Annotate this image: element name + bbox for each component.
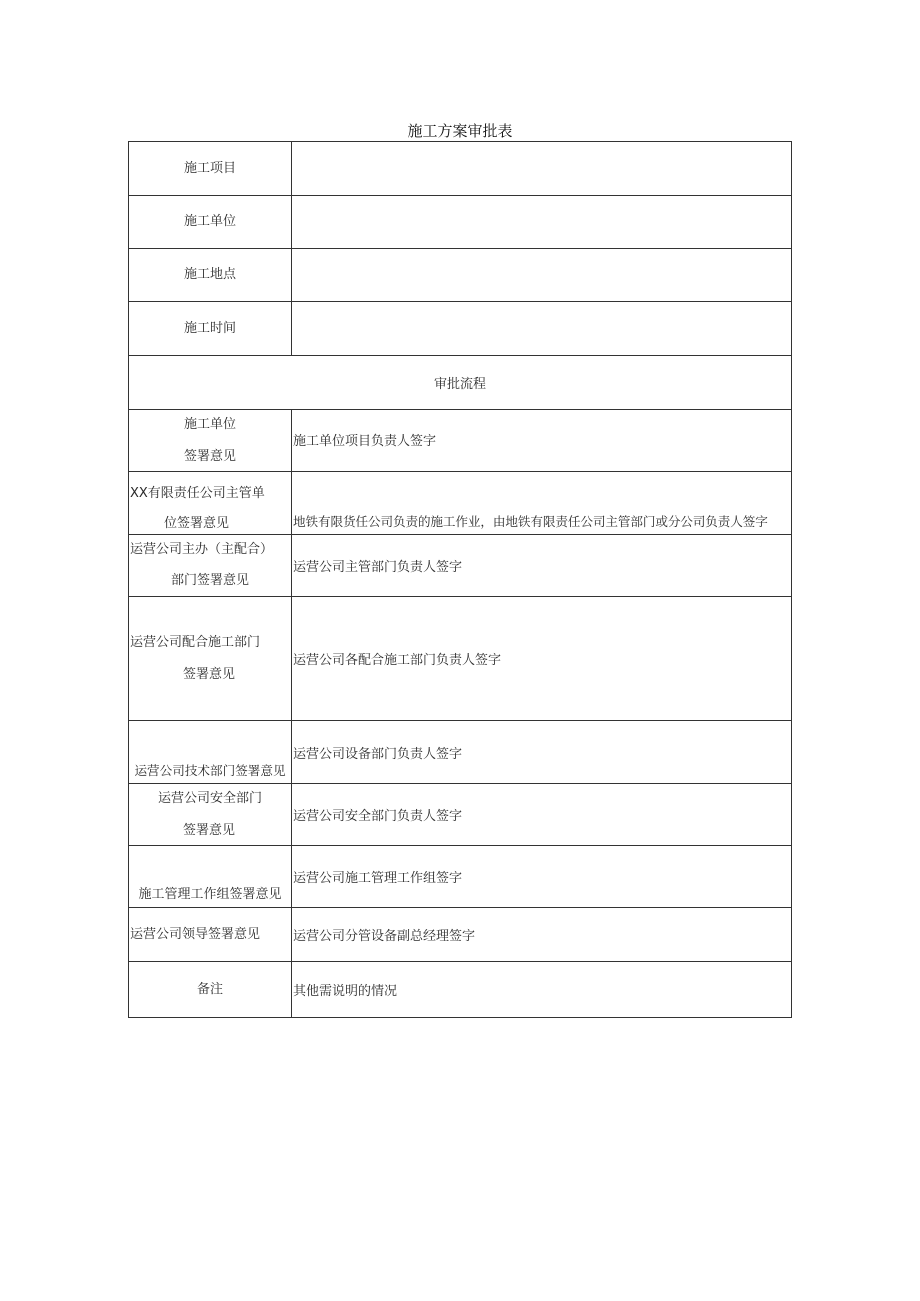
table-row [129,908,792,962]
construction-project-field[interactable] [292,142,792,196]
construction-unit-signature-field[interactable]: 施工单位项目负责人签字 [292,410,792,472]
label-construction-project: 施工项目 [129,142,292,196]
label-line: 施工单位 [183,416,236,432]
table-row [129,249,792,302]
label-line: 签署意见 [183,822,236,838]
construction-unit-field[interactable] [292,196,792,249]
page-title: 施工方案审批表 [407,122,513,140]
remarks-field[interactable]: 其他需说明的情况 [292,962,792,1018]
label-line: 运营公司配合施工部门 [130,634,261,650]
table-row [129,410,792,472]
label-operating-tech-dept-opinion: 运营公司技术部门签署意见 [129,721,292,784]
label-line: 部门签署意见 [171,573,250,588]
label-operating-main-dept-opinion [129,535,292,597]
operating-leader-signature-field[interactable]: 运营公司分管设备副总经理签字 [292,908,792,962]
label-construction-unit-opinion [129,410,292,472]
table-row [129,196,792,249]
label-construction-mgmt-group-opinion: 施工管理工作组签署意见 [129,846,292,908]
label-line: 位签署意见 [164,516,230,531]
label-line: 签署意见 [183,448,236,464]
table-row [129,302,792,356]
table-row [129,535,792,597]
label-remarks: 备注 [129,962,292,1018]
table-row [129,846,792,908]
construction-mgmt-group-signature-field[interactable]: 运营公司施工管理工作组签字 [292,846,792,908]
label-operating-safety-dept-opinion [129,784,292,846]
approval-form-table [128,141,792,1018]
construction-time-field[interactable] [292,302,792,356]
label-line: 运营公司主办（主配合） [130,542,274,557]
operating-main-dept-signature-field[interactable]: 运营公司主管部门负责人签字 [292,535,792,597]
operating-coop-dept-signature-field[interactable]: 运营公司各配合施工部门负责人签字 [292,597,792,721]
label-line: 运营公司安全部门 [158,790,263,806]
label-construction-location: 施工地点 [129,249,292,302]
label-construction-unit: 施工单位 [129,196,292,249]
table-row [129,597,792,721]
label-construction-time: 施工时间 [129,302,292,356]
operating-safety-dept-signature-field[interactable]: 运营公司安全部门负责人签字 [292,784,792,846]
table-row [129,962,792,1018]
label-operating-coop-dept-opinion [129,597,292,721]
table-row [129,142,792,196]
xx-company-signature-field[interactable]: 地铁有限货任公司负责的施工作业，由地铁有限责任公司主管部门或分公司负责人签字 [292,472,792,535]
label-operating-leader-opinion: 运营公司领导签署意见 [129,908,292,962]
construction-location-field[interactable] [292,249,792,302]
table-row [129,472,792,535]
approval-process-header: 审批流程 [129,356,792,410]
label-line: 签署意见 [183,666,236,682]
table-row [129,784,792,846]
operating-tech-dept-signature-field[interactable]: 运营公司设备部门负责人签字 [292,721,792,784]
label-line: XX有限责任公司主管单 [130,486,265,501]
table-row [129,356,792,410]
label-xx-company-opinion [129,472,292,535]
table-row [129,721,792,784]
